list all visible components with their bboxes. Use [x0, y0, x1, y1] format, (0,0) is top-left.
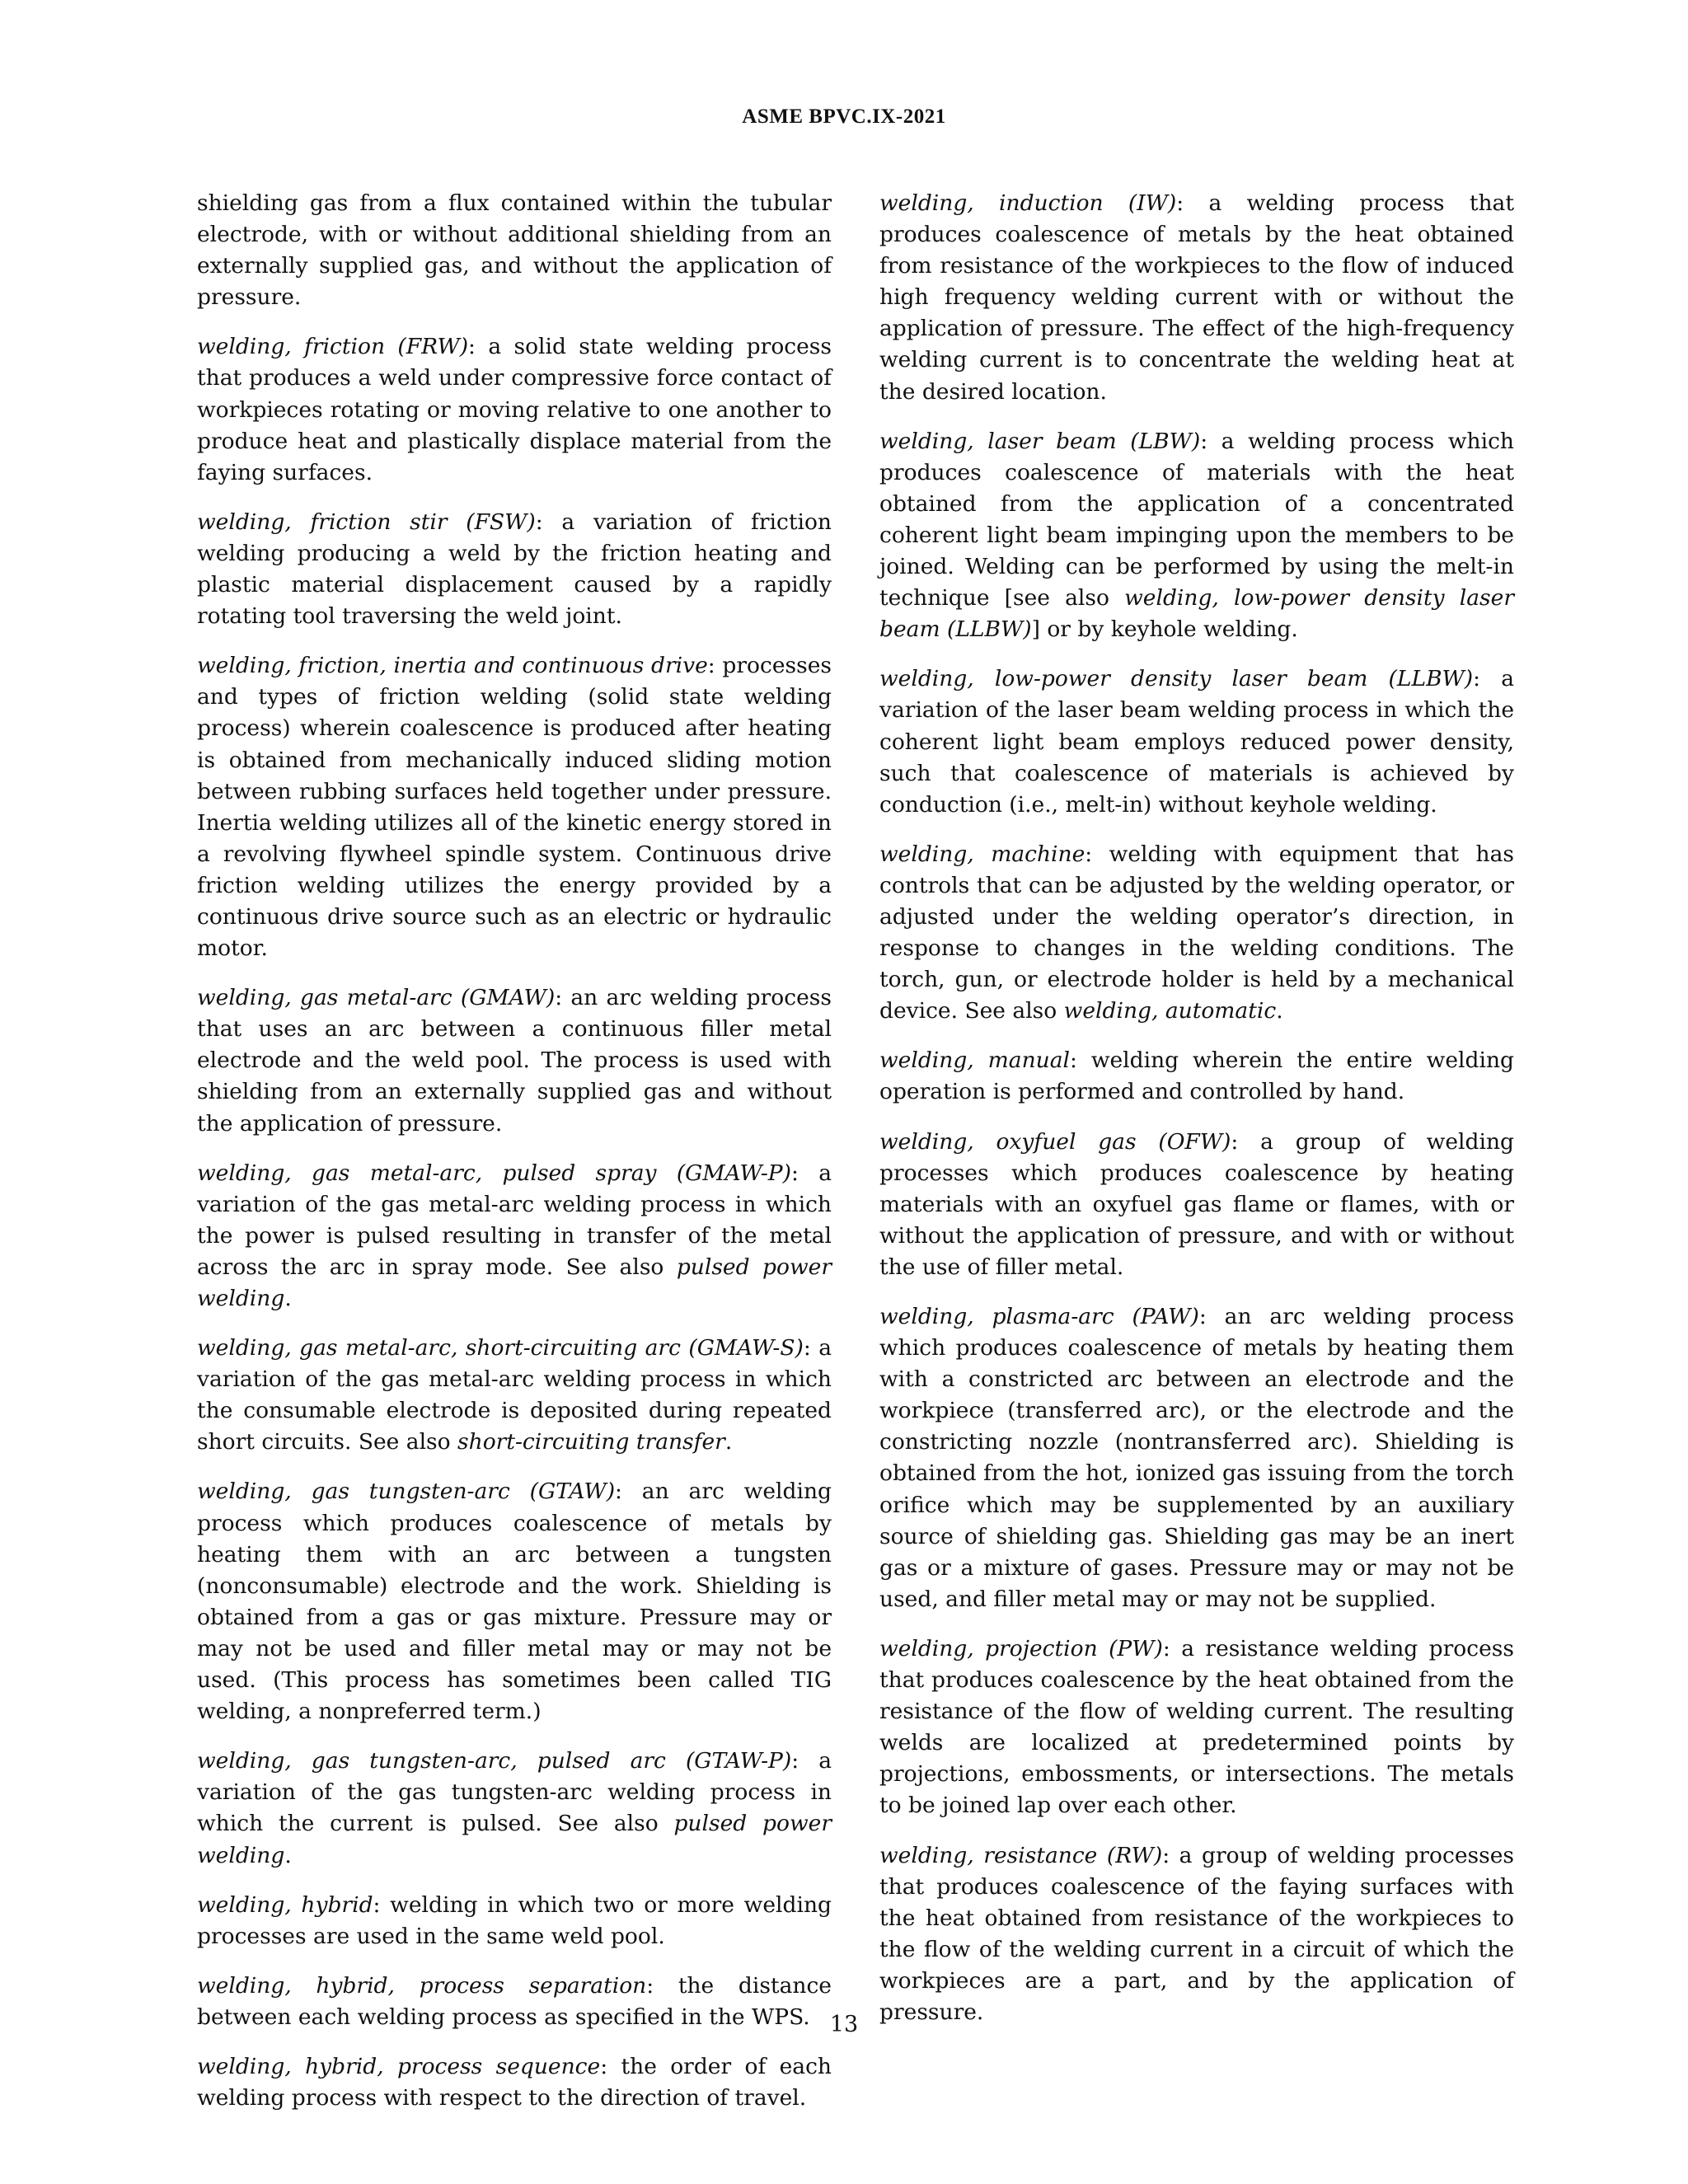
- definition-entry: [879, 1127, 1514, 1283]
- definition-text: : a group of welding processes that produces coalescence of the faying surfaces with the heat obtained from resistance of the workpieces to the flow of the welding current in a circuit of which the workpieces are a part, and by the application of pressure.: [879, 1842, 1514, 2025]
- cross-reference: pulsed power welding: [197, 1811, 832, 1868]
- definition-term: welding, hybrid: [197, 1891, 373, 1918]
- definition-text: : an arc welding process which produces coalescence of metals by heating them with an arc between a tungsten (nonconsumable) electrode and the work. Shielding is obtained from a gas or gas mixture. Pressure may or may not be used and filler metal may or may not be used. (This process has sometimes been called TIG welding, a nonpreferred term.): [197, 1479, 832, 1725]
- definition-term: welding, friction stir (FSW): [197, 509, 536, 535]
- definition-text: : a variation of the gas metal-arc welding process in which the consumable electrode is deposited during repeated short circuits. See also: [197, 1335, 832, 1455]
- cross-reference: welding, automatic: [1063, 998, 1277, 1024]
- definition-text: : a solid state welding process that produces a weld under compressive force contact of workpieces rotating or moving relative to one another to produce heat and plastically displace material from the faying surfaces.: [197, 334, 832, 485]
- definition-term: welding, projection (PW): [879, 1635, 1163, 1661]
- definition-term: welding, gas tungsten-arc, pulsed arc (GTAW-P): [197, 1748, 792, 1774]
- definition-entry: [197, 650, 832, 964]
- definition-tail: .: [284, 1842, 292, 1868]
- definition-term: welding, induction (IW): [879, 190, 1177, 216]
- definition-text: : welding with equipment that has controls that can be adjusted by the welding operator, or adjusted under the welding operator’s direction, in response to changes in the welding conditions. The torch, gun, or electrode holder is held by a mechanical device. See also: [879, 841, 1514, 1024]
- definition-text: : a welding process which produces coalescence of materials with the heat obtained from the application of a concentrated coherent light beam impinging upon the members to be joined. Welding can be performed by using the melt-in technique [see also: [879, 428, 1514, 612]
- definition-term: welding, low-power density laser beam (LLBW): [879, 666, 1474, 692]
- definition-entry: [879, 188, 1514, 408]
- definition-text: : a welding process that produces coalescence of metals by the heat obtained from resistance of the workpieces to the flow of induced high frequency welding current with or without the application of pressure. The effect of the high-frequency welding current is to concentrate the welding heat at the desired location.: [879, 190, 1514, 405]
- definition-text: : an arc welding process that uses an arc between a continuous filler metal electrode and the weld pool. The process is used with shielding from an externally supplied gas and without the application of pressure.: [197, 985, 832, 1137]
- definition-entry: [197, 1476, 832, 1727]
- definition-term: welding, laser beam (LBW): [879, 428, 1201, 454]
- definition-entry: [197, 331, 832, 488]
- definition-text: : a group of welding processes which produces coalescence by heating materials with an oxyfuel gas flame or flames, with or without the application of pressure, and with or without the use of filler metal.: [879, 1128, 1514, 1280]
- definition-entry: [197, 188, 832, 313]
- definition-text: : welding in which two or more welding processes are used in the same weld pool.: [197, 1891, 832, 1949]
- definition-entry: [197, 1746, 832, 1871]
- definition-entry: [197, 1333, 832, 1458]
- page-number: 13: [829, 2012, 859, 2037]
- definition-text: : welding wherein the entire welding operation is performed and controlled by hand.: [879, 1047, 1514, 1105]
- definition-text: : a variation of the laser beam welding process in which the coherent light beam employs reduced power density, such that coalescence of materials is achieved by conduction (i.e., melt-in) without keyhole welding.: [879, 666, 1514, 818]
- running-header: ASME BPVC.IX-2021: [742, 105, 946, 128]
- definition-term: welding, friction, inertia and continuous drive: [197, 653, 708, 679]
- definition-tail: .: [1276, 998, 1283, 1024]
- definition-text: : the distance between each welding process as specified in the WPS.: [197, 1972, 832, 2030]
- definition-term: welding, oxyfuel gas (OFW): [879, 1128, 1231, 1155]
- definition-text: : a variation of friction welding producing a weld by the friction heating and plastic material displacement caused by a rapidly rotating tool traversing the weld joint.: [197, 509, 832, 630]
- definition-entry: [197, 2051, 832, 2114]
- definition-term: welding, gas metal-arc, short-circuiting arc (GMAW-S): [197, 1335, 804, 1361]
- cross-reference: pulsed power welding: [197, 1254, 832, 1311]
- definition-entry: [879, 839, 1514, 1028]
- definition-entry: [879, 663, 1514, 820]
- definition-term: welding, gas tungsten-arc (GTAW): [197, 1479, 616, 1505]
- definition-term: welding, manual: [879, 1047, 1070, 1074]
- definition-entry: [197, 1890, 832, 1952]
- definition-entry: [197, 982, 832, 1139]
- definition-entry: [879, 1045, 1514, 1108]
- definition-term: welding, gas metal-arc, pulsed spray (GMAW-P): [197, 1160, 791, 1186]
- definition-entry: [197, 507, 832, 632]
- definition-text: shielding gas from a flux contained within the tubular electrode, with or without additional shielding from an externally supplied gas, and without the application of pressure.: [197, 190, 832, 311]
- definition-text: : a variation of the gas tungsten-arc welding process in which the current is pulsed. See also: [197, 1748, 832, 1837]
- definition-entry: [879, 1840, 1514, 2029]
- definition-entry: [879, 1301, 1514, 1615]
- definition-tail: ] or by keyhole welding.: [1031, 616, 1298, 643]
- definition-text: : the order of each welding process with respect to the direction of travel.: [197, 2053, 832, 2111]
- definition-term: welding, machine: [879, 841, 1085, 867]
- left-column: [197, 188, 832, 2132]
- definition-tail: .: [284, 1286, 292, 1311]
- definition-entry: [879, 426, 1514, 646]
- right-column: [879, 188, 1514, 2046]
- definition-term: welding, resistance (RW): [879, 1842, 1163, 1868]
- cross-reference: welding, low-power density laser beam (LLBW): [879, 585, 1514, 643]
- definition-entry: [879, 1633, 1514, 1822]
- definition-text: : a resistance welding process that produces coalescence by the heat obtained from the resistance of the flow of welding current. The resulting welds are localized at predetermined points by projections, embossments, or intersections. The metals to be joined lap over each other.: [879, 1635, 1514, 1819]
- definition-term: welding, friction (FRW): [197, 334, 469, 360]
- definition-text: : an arc welding process which produces coalescence of metals by heating them with a constricted arc between an electrode and the workpiece (transferred arc), or the electrode and the constricting nozzle (nontransferred arc). Shielding is obtained from the hot, ionized gas issuing from the torch orifice which may be supplemented by an auxiliary source of shielding gas. Shielding gas may be an inert gas or a mixture of gases. Pressure may or may not be used, and filler metal may or may not be supplied.: [879, 1304, 1514, 1612]
- definition-tail: .: [724, 1429, 733, 1455]
- definition-entry: [197, 1158, 832, 1315]
- definition-term: welding, plasma-arc (PAW): [879, 1304, 1199, 1329]
- definition-term: welding, hybrid, process sequence: [197, 2053, 601, 2079]
- cross-reference: short-circuiting transfer: [457, 1429, 725, 1455]
- definition-term: welding, gas metal-arc (GMAW): [197, 985, 556, 1011]
- definition-term: welding, hybrid, process separation: [197, 1972, 647, 1999]
- definition-text: : processes and types of friction welding (solid state welding process) wherein coalescence is produced after heating is obtained from mechanically induced sliding motion between rubbing surfaces held together under pressure. Inertia welding utilizes all of the kinetic energy stored in a revolving flywheel spindle system. Continuous drive friction welding utilizes the energy provided by a continuous drive source such as an electric or hydraulic motor.: [197, 653, 832, 962]
- definition-text: : a variation of the gas metal-arc welding process in which the power is pulsed resulting in transfer of the metal across the arc in spray mode. See also: [197, 1160, 832, 1280]
